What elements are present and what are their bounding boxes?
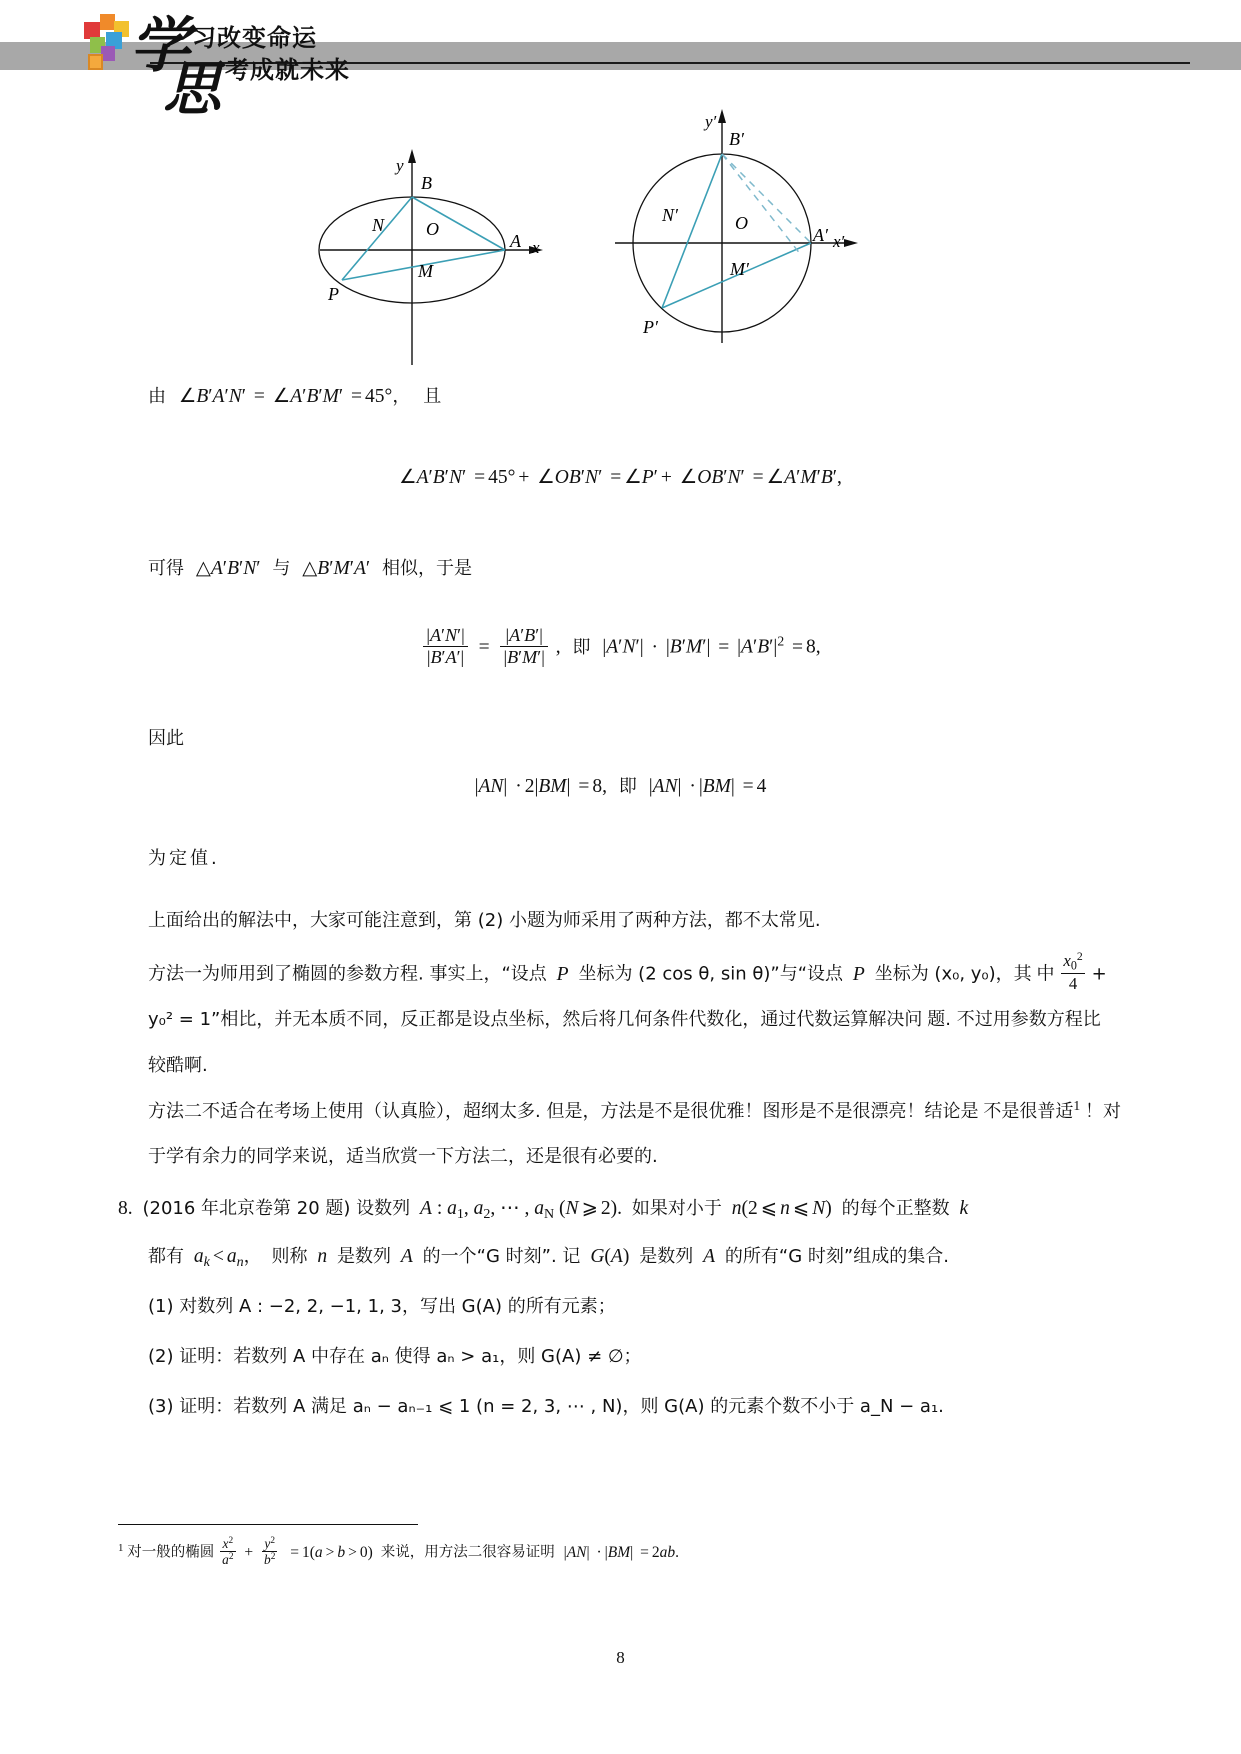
logo-squares-icon xyxy=(78,12,134,74)
problem-8-line2-b: 则称 xyxy=(271,1246,308,1267)
problem-8-item-2-text: (2) 证明：若数列 A 中存在 aₙ 使得 aₙ > a₁，则 G(A) ≠ ∅； xyxy=(148,1346,642,1367)
ellipse-figure xyxy=(300,125,600,375)
svg-text:M: M xyxy=(418,261,433,281)
problem-8-line2-c: 是数列 xyxy=(337,1246,391,1267)
line-similar-lead: 可得 xyxy=(148,558,184,579)
logo-slogan-line-1: 习改变命运 xyxy=(192,25,317,52)
problem-8-item-2 xyxy=(148,1338,1128,1376)
paragraph-method-intro xyxy=(148,902,1108,940)
svg-text:P′: P′ xyxy=(643,317,658,337)
line-therefore xyxy=(148,720,1108,758)
logo-char-si: 思 xyxy=(163,57,222,122)
line-constant-text: 为定值. xyxy=(148,848,220,869)
line-therefore-text: 因此 xyxy=(148,728,184,749)
page-number: 8 xyxy=(616,1648,625,1667)
problem-8-line2-d: 的一个“G 时刻”. 记 xyxy=(422,1246,581,1267)
svg-text:N: N xyxy=(372,215,385,235)
method-one-d: 中 xyxy=(1036,963,1055,985)
svg-text:O: O xyxy=(426,219,439,239)
svg-text:A′: A′ xyxy=(813,225,828,245)
display-equation-1: ∠A′B′N′ = 45° + ∠OB′N′ = ∠P′ + ∠OB′N′ = ∠A′M′B′, xyxy=(399,467,842,488)
fraction-left: $\frac{|A'N'|}{|B'A'|}$ xyxy=(423,625,467,669)
footnote-text-a: 对一般的椭圆 xyxy=(127,1544,215,1561)
svg-text:x: x xyxy=(532,238,540,257)
svg-text:x′: x′ xyxy=(833,232,845,251)
footnote-plus: + xyxy=(244,1543,254,1561)
problem-8-item-1-text: (1) 对数列 A : −2, 2, −1, 1, 3，写出 G(A) 的所有元素； xyxy=(148,1296,616,1317)
problem-8-item-1 xyxy=(148,1288,1128,1326)
svg-text:A: A xyxy=(510,231,521,251)
problem-8-line2-a: 都有 xyxy=(148,1246,184,1267)
footnote: $^1$ 对一般的椭圆 $\frac{x^2}{a^2}$ + $\frac{y^2}{b^2}$ = 1(a > b > 0) 来说，用方法二很容易证明 |AN| · |BM| = 2ab. xyxy=(118,1536,680,1568)
method-two-b: 不是很普适 xyxy=(983,1101,1074,1123)
problem-8-line2-f: 的所有“G 时刻”组成的集合. xyxy=(724,1246,949,1267)
line-given: 由 ∠B′A′N′ = ∠A′B′M′ = 45°， 且 xyxy=(148,386,442,407)
line-similar-mid: 与 xyxy=(272,558,291,579)
footnote-separator-rule xyxy=(118,1524,418,1525)
svg-text:M′: M′ xyxy=(730,259,749,279)
display2-ji: 即 xyxy=(572,636,591,658)
line-similar: 可得 △A′B′N′ 与 △B′M′A′ 相似，于是 xyxy=(148,558,473,579)
problem-8-stem-b: 如果对小于 xyxy=(631,1198,722,1219)
line-constant xyxy=(148,840,1108,878)
circle-figure xyxy=(605,95,905,355)
problem-8-stem-a: (2016 年北京卷第 20 题) 设数列 xyxy=(142,1198,411,1219)
paragraph-method-intro-text: 上面给出的解法中，大家可能注意到，第 (2) 小题为师采用了两种方法，都不太常见. xyxy=(148,910,821,931)
method-one-c: 坐标为 (x₀, y₀)，其 xyxy=(874,963,1032,985)
figure-row xyxy=(0,95,1241,355)
problem-8-stem-line-2: 都有 $a_k < a_n$， 则称 n 是数列 A 的一个“G 时刻”. 记 G(A) 是数列 A 的所有“G 时刻”组成的集合. xyxy=(148,1246,949,1270)
paragraph-method-two xyxy=(148,1090,1123,1180)
problem-8-item-3 xyxy=(148,1388,1128,1426)
method-one-f: 题. 不过用参数方程比较酷啊. xyxy=(148,1009,1101,1077)
svg-text:y: y xyxy=(396,156,404,175)
logo-slogan-line-2: 考成就未来 xyxy=(225,57,350,84)
footnote-marker: 1 xyxy=(118,1541,124,1554)
fraction-y2-over-b2: $\frac{y^2}{b^2}$ xyxy=(264,1536,276,1568)
problem-8-stem-line-1: 8. (2016 年北京卷第 20 题) 设数列 A : $a_1$, $a_2$, ⋯ , $a_N$ (N ⩾ 2). 如果对小于 n(2 ⩽ n ⩽ N) 的每个正整数 k xyxy=(118,1198,969,1222)
logo-char-xue: 学 xyxy=(130,13,188,79)
svg-text:B′: B′ xyxy=(729,129,744,149)
svg-text:O: O xyxy=(735,213,748,233)
problem-8-item-3-text: (3) 证明：若数列 A 满足 aₙ − aₙ₋₁ ⩽ 1 (n = 2, 3, ⋯ , N)，则 G(A) 的元素个数不小于 a_N − a₁. xyxy=(148,1396,944,1417)
display-equation-2: $\frac{|A'N'|}{|B'A'|}$ = $\frac{|A'B'|}{|B'M'|}$ , 即 $|A'N'| \cdot |B'M'| = |A'B'|^2 = 8$, xyxy=(0,625,1241,669)
footnote-marker-inline: 1 xyxy=(1073,1098,1081,1113)
problem-8-number: 8. xyxy=(118,1198,133,1219)
svg-text:N′: N′ xyxy=(662,205,678,225)
fraction-x2-over-a2: $\frac{x^2}{a^2}$ xyxy=(222,1536,234,1568)
method-two-c: ！对于学有余力的同学来说，适当欣赏一下方法二，还是很有必要的. xyxy=(148,1101,1122,1167)
footnote-text-b: 来说，用方法二很容易证明 xyxy=(380,1544,555,1561)
problem-8-stem-c: 的每个正整数 xyxy=(841,1198,950,1219)
display-equation-3: |AN| · 2|BM| = 8, 即 |AN| · |BM| = 4 xyxy=(474,776,767,797)
line-similar-tail: 相似，于是 xyxy=(382,558,473,579)
svg-text:y′: y′ xyxy=(705,112,717,131)
page-header xyxy=(0,0,1241,122)
problem-8-line2-e: 是数列 xyxy=(639,1246,694,1267)
line-given-tail: 且 xyxy=(423,386,442,407)
paragraph-method-one: 方法一为师用到了椭圆的参数方程. 事实上，“设点 P 坐标为 (2 cos θ, sin θ)”与“设点 P 坐标为 (x₀, y₀)，其 中 $\frac{x_0^2}{4}$ + y₀² = 1”相比，并无本质不同，反正都是设点坐标，然后将几何条件代数化，通过代数运算解决问 题. 不过用参数方程比较酷啊. xyxy=(148,950,1107,1077)
method-one-b: 坐标为 (2 cos θ, sin θ)”与“设点 xyxy=(578,963,844,985)
method-one-a: 方法一为师用到了椭圆的参数方程. 事实上，“设点 xyxy=(148,963,547,985)
method-two-a: 方法二不适合在考场上使用（认真脸），超纲太多. 但是，方法是不是很优雅！图形是不是很漂亮！结论是 xyxy=(148,1101,979,1123)
line-given-lead: 由 xyxy=(148,386,166,407)
fraction-x0-squared-over-4: $\frac{x_0^2}{4}$ xyxy=(1063,950,1083,994)
fraction-right: $\frac{|A'B'|}{|B'M'|}$ xyxy=(500,625,547,669)
method-one-e: + y₀² = 1”相比，并无本质不同，反正都是设点坐标，然后将几何条件代数化，通过代数运算解决问 xyxy=(148,963,1107,1031)
display3-ji: 即 xyxy=(618,776,637,797)
svg-text:P: P xyxy=(328,284,339,304)
svg-text:B: B xyxy=(421,173,432,193)
